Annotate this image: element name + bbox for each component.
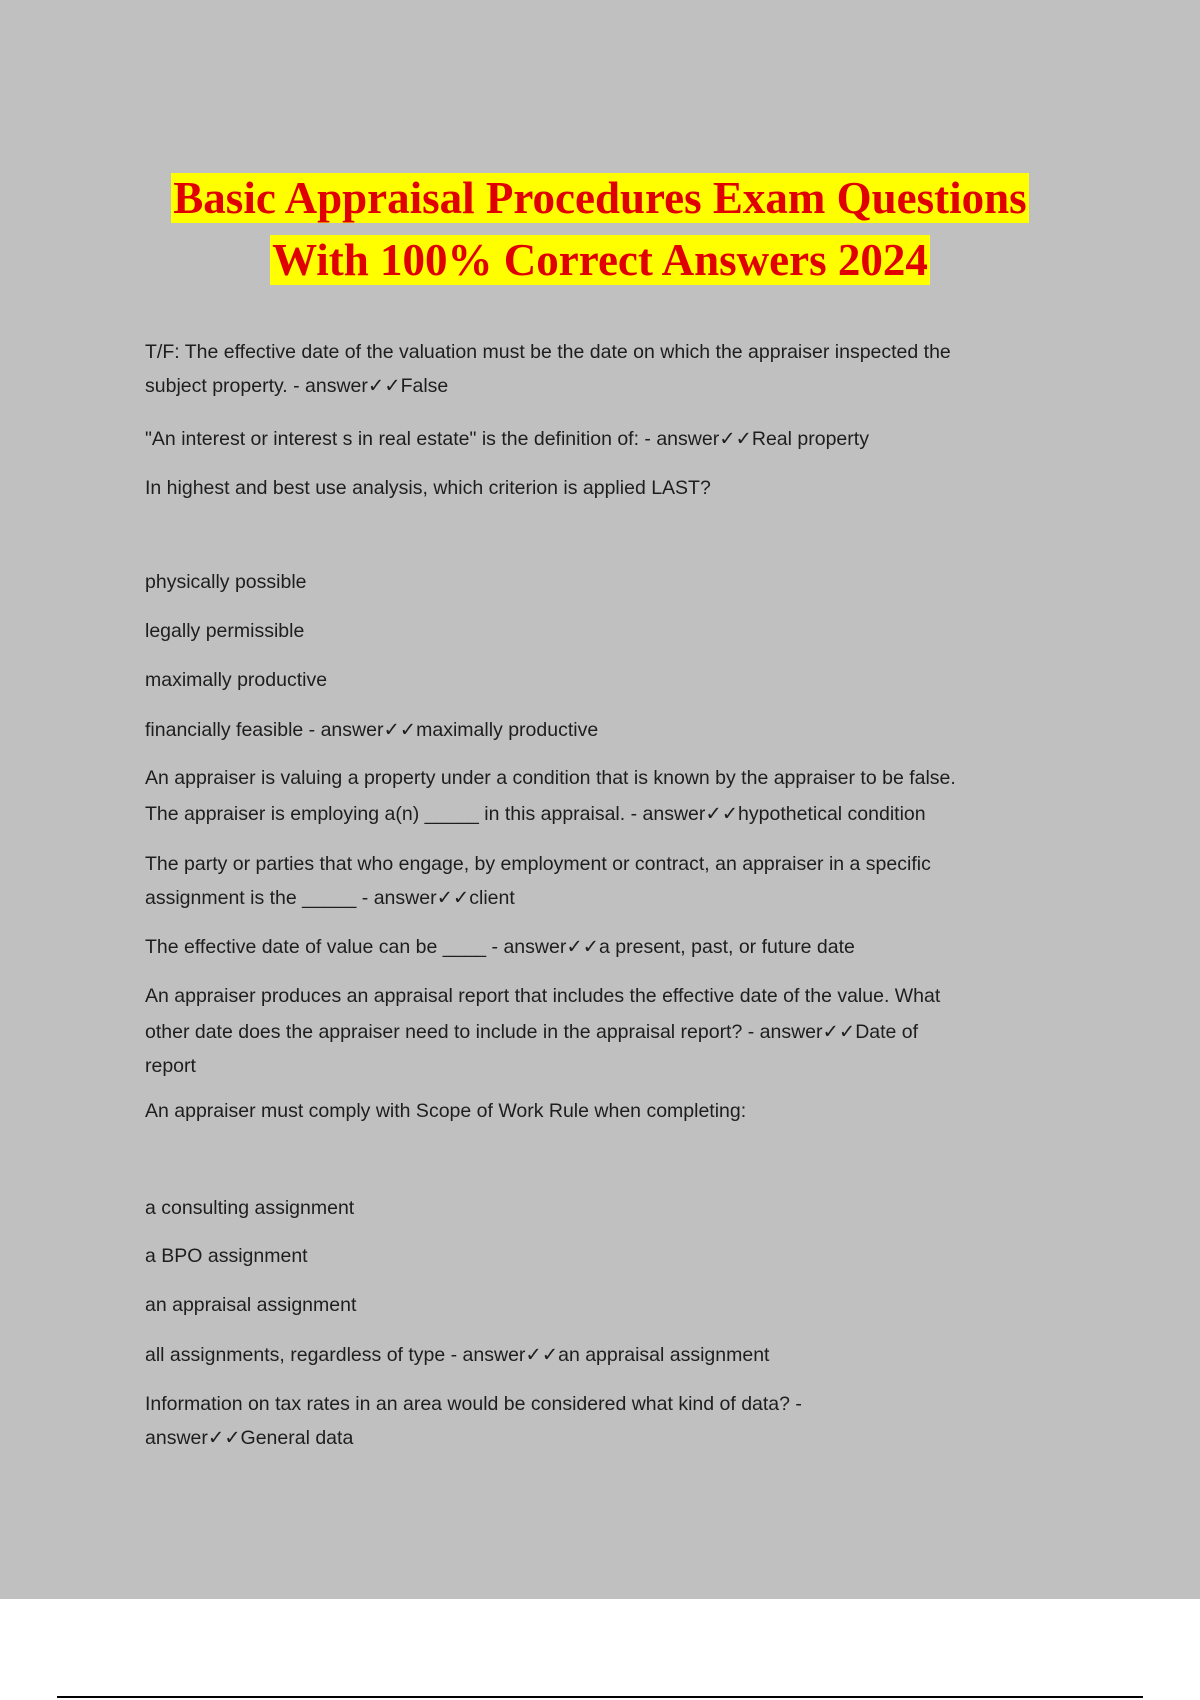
text-line: a BPO assignment	[145, 1245, 308, 1267]
text-line: The effective date of value can be ____ - answer✓✓a present, past, or future date	[145, 936, 855, 958]
document-title-line-1	[0, 170, 1200, 226]
text-line: maximally productive	[145, 669, 328, 691]
text-line: An appraiser produces an appraisal report that includes the effective date of the value. What	[145, 985, 941, 1007]
text-line: a consulting assignment	[145, 1197, 355, 1219]
title-highlight-1: Basic Appraisal Procedures Exam Questions	[173, 173, 1027, 223]
text-line: answer✓✓General data	[145, 1427, 354, 1449]
text-line: legally permissible	[145, 620, 305, 642]
text-line: physically possible	[145, 571, 307, 593]
text-line: Information on tax rates in an area would be considered what kind of data? -	[145, 1393, 802, 1415]
text-line: report	[145, 1055, 196, 1077]
text-line: T/F: The effective date of the valuation must be the date on which the appraiser inspected the	[145, 341, 951, 363]
text-line: subject property. - answer✓✓False	[145, 375, 449, 397]
text-line: financially feasible - answer✓✓maximally productive	[145, 719, 599, 741]
text-line: assignment is the _____ - answer✓✓client	[145, 887, 515, 909]
text-line: An appraiser must comply with Scope of Work Rule when completing:	[145, 1100, 747, 1122]
title-highlight-2: With 100% Correct Answers 2024	[272, 235, 928, 285]
footer-divider	[57, 1696, 1143, 1698]
text-line: In highest and best use analysis, which criterion is applied LAST?	[145, 477, 711, 499]
text-line: all assignments, regardless of type - answer✓✓an appraisal assignment	[145, 1344, 770, 1366]
document-title-line-2	[0, 232, 1200, 288]
text-line: The appraiser is employing a(n) _____ in this appraisal. - answer✓✓hypothetical condition	[145, 803, 926, 825]
text-line: The party or parties that who engage, by employment or contract, an appraiser in a specific	[145, 853, 931, 875]
text-line: An appraiser is valuing a property under a condition that is known by the appraiser to be false.	[145, 767, 956, 789]
text-line: an appraisal assignment	[145, 1294, 357, 1316]
text-line: other date does the appraiser need to include in the appraisal report? - answer✓✓Date of	[145, 1021, 919, 1043]
text-line: "An interest or interest s in real estate" is the definition of: - answer✓✓Real property	[145, 428, 869, 450]
